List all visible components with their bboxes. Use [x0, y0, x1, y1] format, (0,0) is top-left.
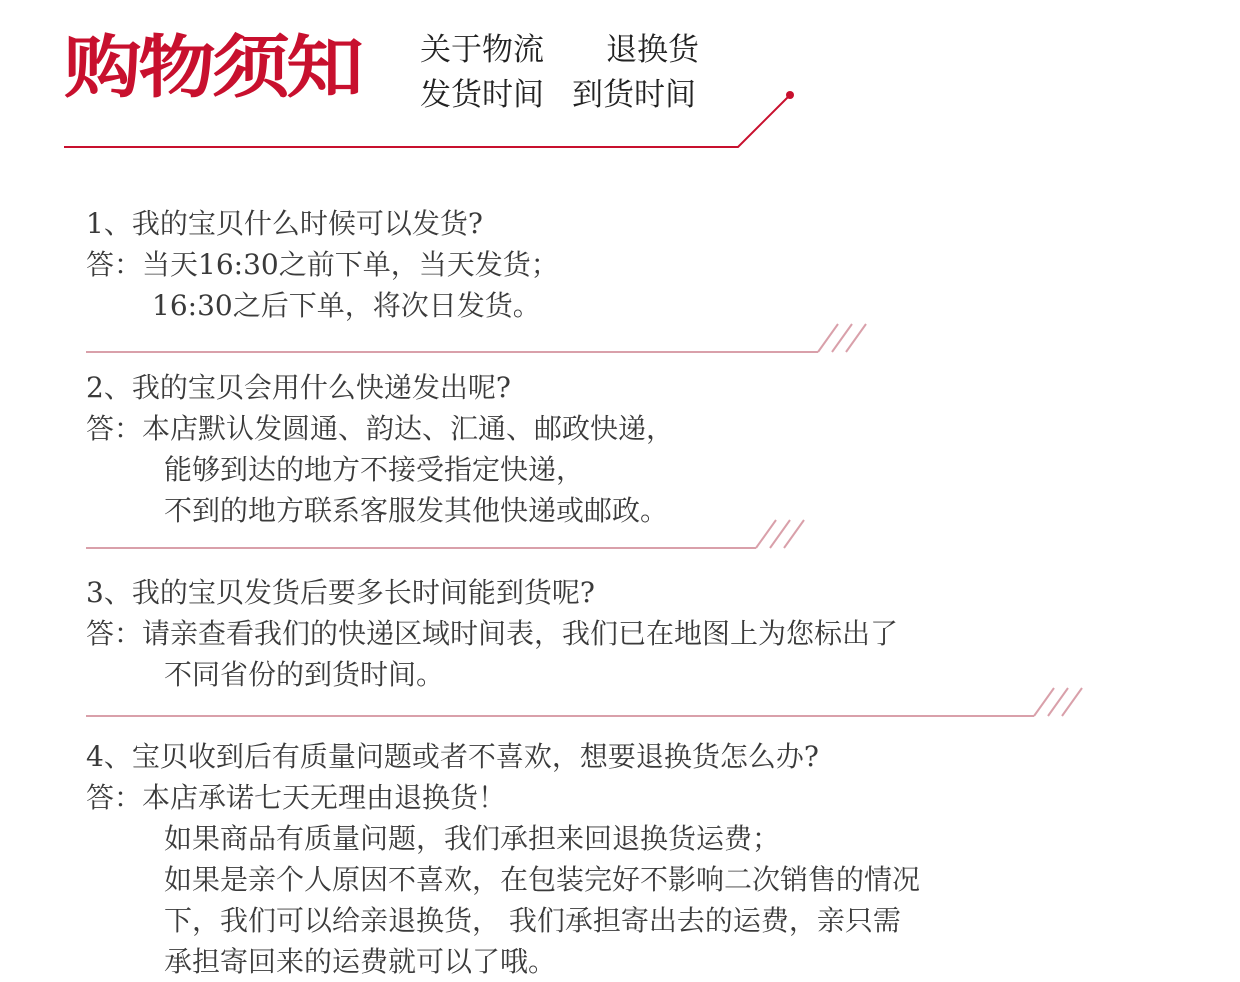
faq-answer-line: 答：当天16:30之前下单，当天发货； — [86, 248, 559, 281]
topic-logistics: 关于物流 — [420, 32, 544, 68]
faq-item-3 — [86, 572, 1086, 695]
faq-answer-line: 能够到达的地方不接受指定快递， — [164, 453, 585, 486]
topic-shipping-time: 发货时间 — [420, 77, 544, 113]
faq-item-4 — [86, 736, 1086, 982]
topic-arrival-time: 到货时间 — [572, 77, 696, 113]
faq-answer-line: 如果是亲个人原因不喜欢，在包装完好不影响二次销售的情况 — [164, 863, 921, 896]
topic-returns: 退换货 — [606, 32, 699, 68]
faq-question: 2、我的宝贝会用什么快递发出呢? — [86, 371, 511, 404]
faq-answer-line: 不到的地方联系客服发其他快递或邮政。 — [164, 494, 669, 527]
faq-question: 3、我的宝贝发货后要多长时间能到货呢? — [86, 576, 595, 609]
faq-answer-line: 承担寄回来的运费就可以了哦。 — [164, 945, 557, 978]
faq-answer-line: 答：请亲查看我们的快递区域时间表，我们已在地图上为您标出了 — [86, 617, 899, 650]
faq-item-2 — [86, 367, 1086, 531]
faq-answer-line: 下，我们可以给亲退换货， 我们承担寄出去的运费，亲只需 — [164, 904, 901, 937]
faq-answer-line: 答：本店默认发圆通、韵达、汇通、邮政快递， — [86, 412, 675, 445]
page-title: 购物须知 — [64, 29, 361, 108]
section-divider-1 — [86, 324, 866, 352]
faq-question: 1、我的宝贝什么时候可以发货? — [86, 207, 483, 240]
faq-answer-line: 如果商品有质量问题，我们承担来回退换货运费； — [164, 822, 781, 855]
header-divider-dot — [786, 91, 794, 99]
faq-answer-line: 答：本店承诺七天无理由退换货！ — [86, 781, 507, 814]
faq-answer-line: 不同省份的到货时间。 — [164, 658, 445, 691]
faq-answer-line: 16:30之后下单，将次日发货。 — [152, 289, 541, 322]
faq-item-1 — [86, 203, 1086, 326]
header-divider — [64, 95, 790, 147]
faq-question: 4、宝贝收到后有质量问题或者不喜欢，想要退换货怎么办? — [86, 740, 819, 773]
